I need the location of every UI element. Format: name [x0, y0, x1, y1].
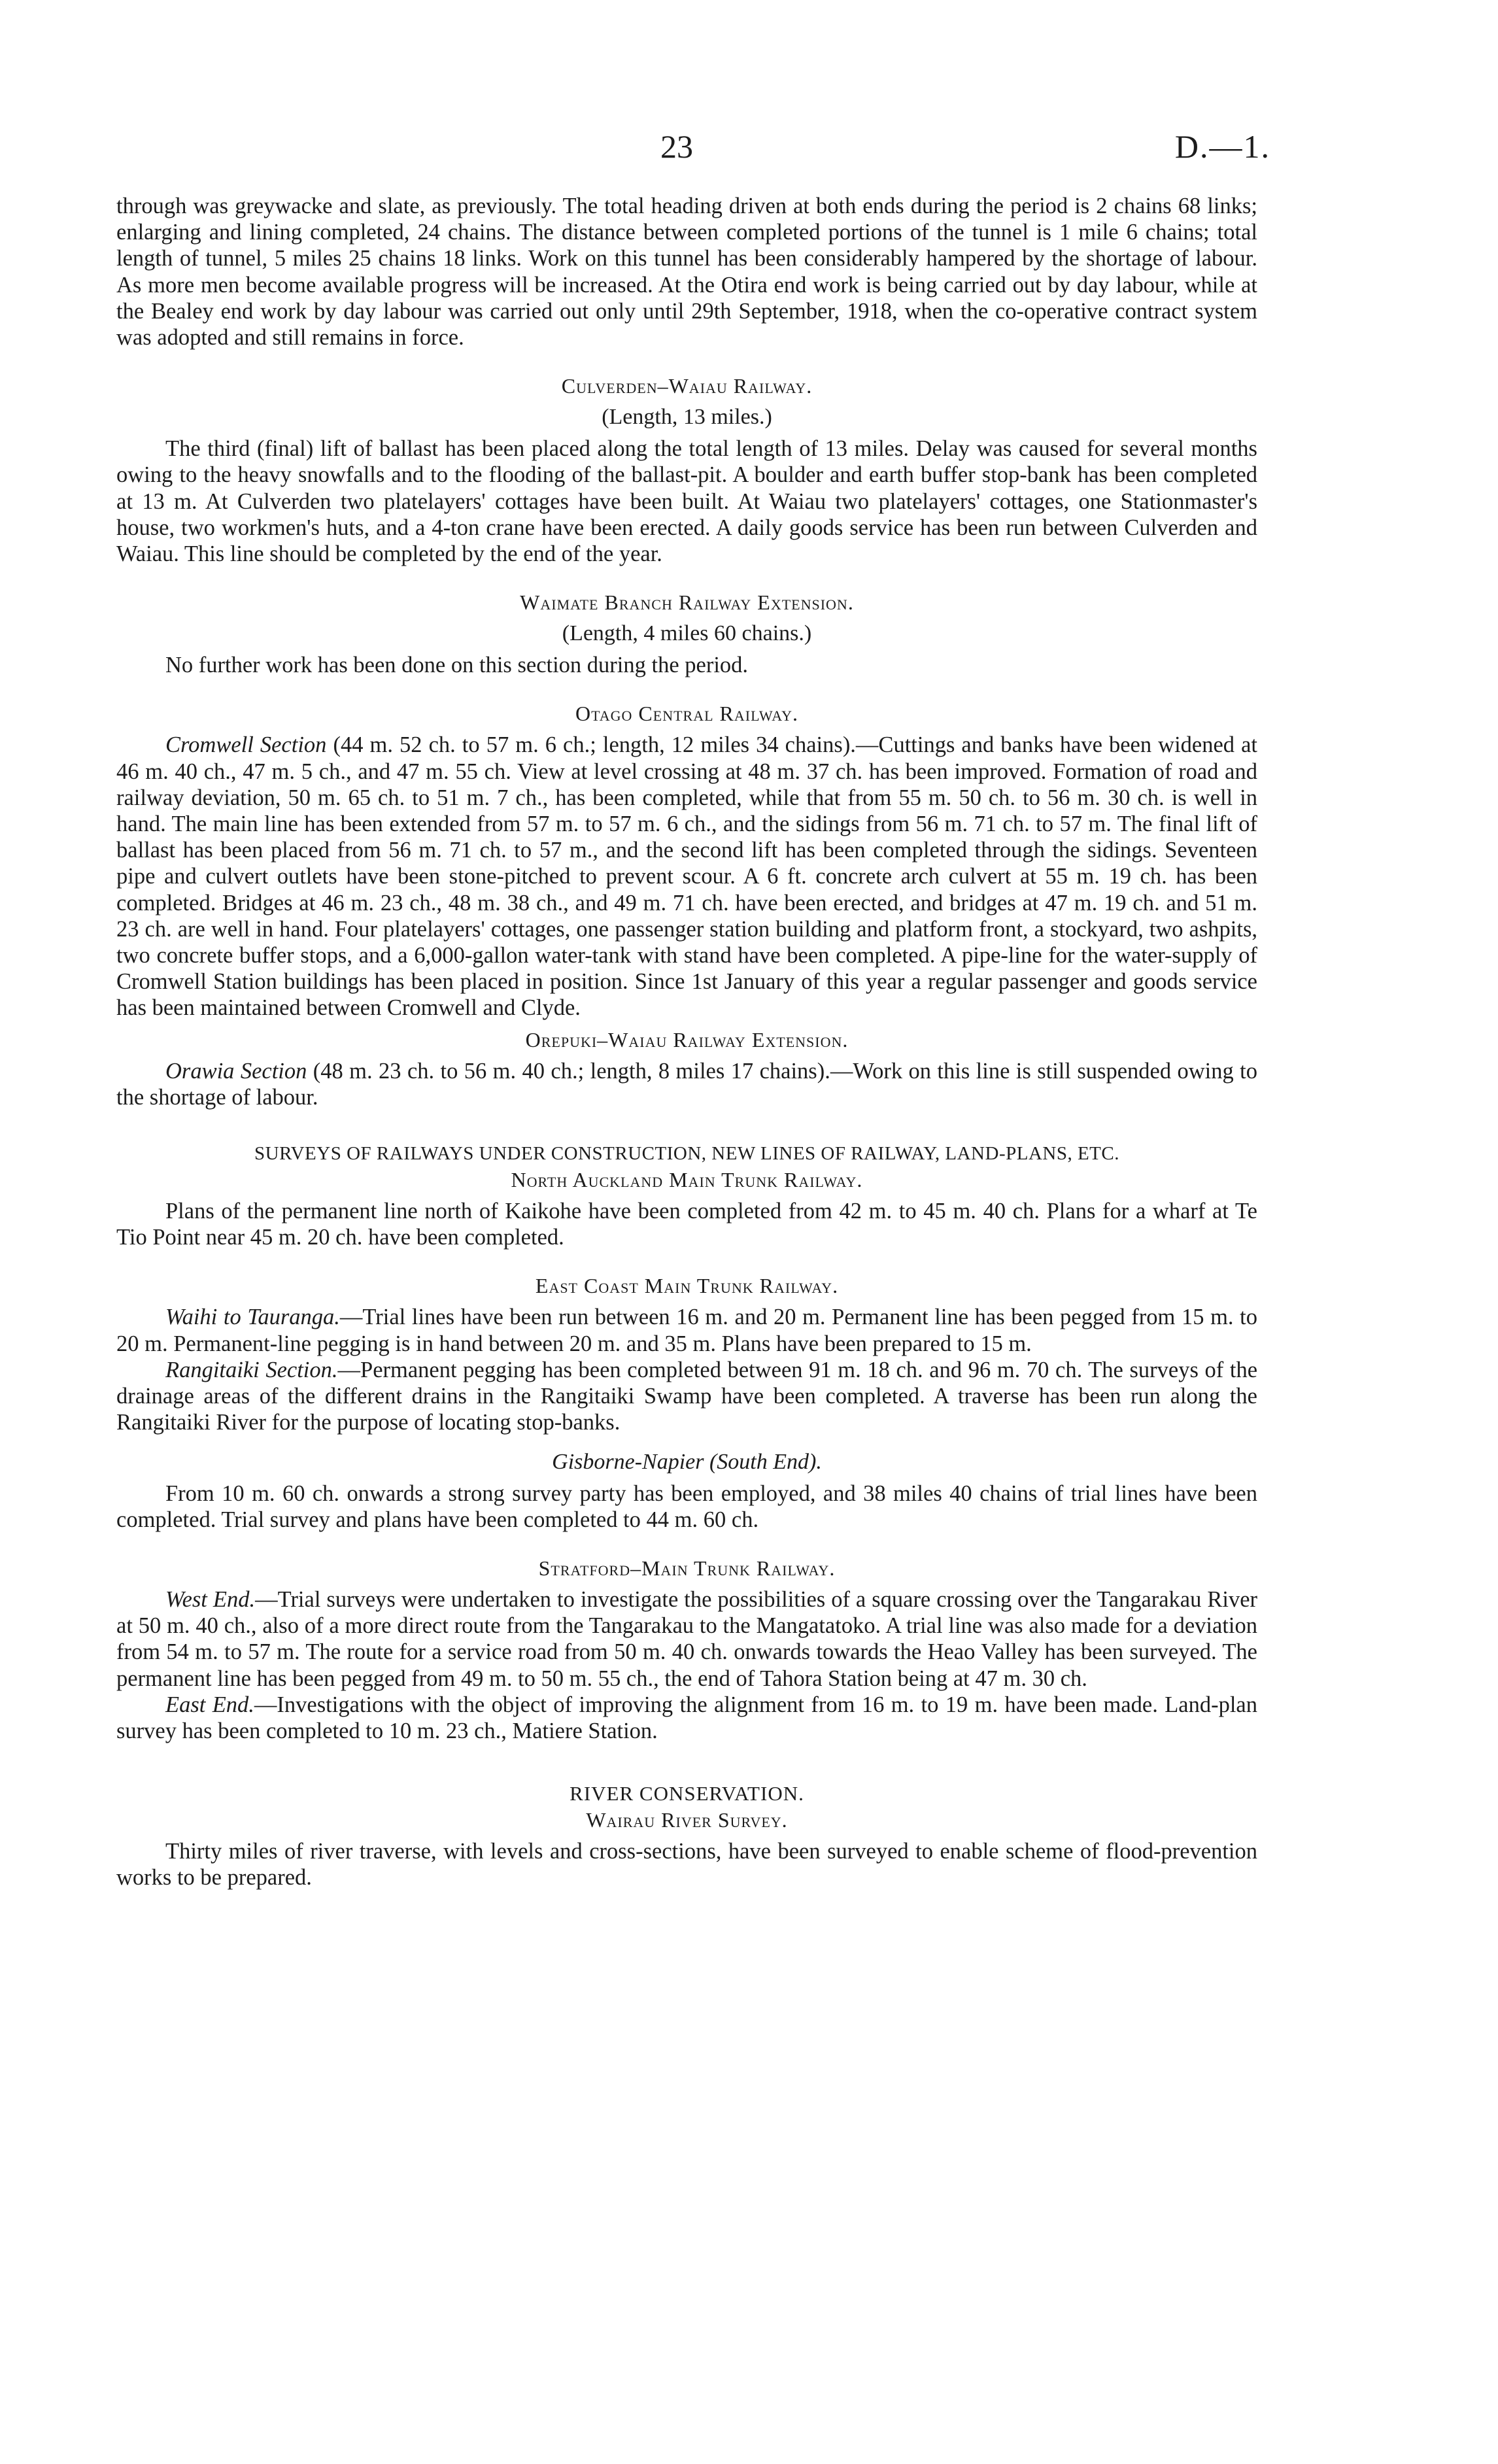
rangitaiki-paragraph [116, 1357, 1257, 1436]
cromwell-section-text: (44 m. 52 ch. to 57 m. 6 ch.; length, 12 miles 34 chains).—Cuttings and banks have been widened at 46 m. 40 ch., 47 m. 5 ch., and 47 m. 55 ch. View at level crossing at 48 m. 37 ch. has been improved. Formation of road and railway deviation, 50 m. 65 ch. to 51 m. 7 ch., has been completed, while that from 55 m. 50 ch. to 56 m. 30 ch. is well in hand. The main line has been extended from 57 m. to 57 m. 6 ch., and the sidings from 56 m. 71 ch. to 57 m. The final lift of ballast has been placed from 56 m. 71 ch. to 57 m., and the second lift has been completed through the sidings. Seventeen pipe and culvert outlets have been stone-pitched to prevent scour. A 6 ft. concrete arch culvert at 55 m. 19 ch. has been completed. Bridges at 46 m. 23 ch., 48 m. 38 ch., and 49 m. 71 ch. have been erected, and bridges at 47 m. 19 ch. and 51 m. 23 ch. are well in hand. Four platelayers' cottages, one passenger station building and platform front, a stockyard, two ashpits, two concrete buffer stops, and a 6,000-gallon water-tank with stand have been completed. A pipe-line for the water-supply of Cromwell Station buildings has been placed in position. Since 1st January of this year a regular passenger and goods service has been maintained between Cromwell and Clyde. [116, 732, 1257, 1021]
waihi-label: Waihi to Tauranga. [165, 1305, 340, 1330]
east-end-label: East End. [165, 1692, 254, 1717]
east-coast-title: East Coast Main Trunk Railway. [535, 1274, 839, 1298]
stratford-title: Stratford–Main Trunk Railway. [538, 1556, 836, 1580]
cromwell-section-label: Cromwell Section [165, 732, 327, 758]
intro-paragraph: through was greywacke and slate, as previously. The total heading driven at both ends during the period is 2 chains 68 links; enlarging and lining completed, 24 chains. The distance between completed portions of the tunnel is 1 mile 6 chains; total length of tunnel, 5 miles 25 chains 18 links. Work on this tunnel has been considerably hampered by the shortage of labour. As more men become available progress will be increased. At the Otira end work is being carried out by day labour, while at the Bealey end work by day labour was carried out only until 29th September, 1918, when the co-operative contract system was adopted and still remains in force. [116, 194, 1257, 351]
page-number: 23 [660, 128, 693, 165]
waihi-text: —Trial lines have been run between 16 m. and 20 m. Permanent line has been pegged from 15 m. to 20 m. Permanent-line pegging is in hand between 20 m. and 35 m. Plans have been prepared to 15 m. [116, 1305, 1257, 1356]
north-auckland-title: North Auckland Main Trunk Railway. [511, 1168, 863, 1192]
west-end-label: West End. [165, 1586, 256, 1612]
orawia-section-text: (48 m. 23 ch. to 56 m. 40 ch.; length, 8 miles 17 chains).—Work on this line is still suspended owing to the shortage of labour. [116, 1058, 1257, 1110]
orawia-section-label: Orawia Section [165, 1058, 307, 1084]
waihi-paragraph [116, 1304, 1257, 1356]
page-content [116, 193, 1257, 1891]
culverden-paragraph: The third (final) lift of ballast has been placed along the total length of 13 miles. Delay was caused for several months owing to the heavy snowfalls and to the flooding of the ballast-pit. A boulder and earth buffer stop-bank has been completed at 13 m. At Culverden two platelayers' cottages have been built. At Waiau two platelayers' cottages, one Stationmaster's house, two workmen's huts, and a 4-ton crane have been erected. A daily goods service has been run between Culverden and Waiau. This line should be completed by the end of the year. [116, 436, 1257, 567]
culverden-title: Culverden–Waiau Railway. [561, 374, 813, 398]
west-end-text: —Trial surveys were undertaken to investigate the possibilities of a square crossing over the Tangarakau River at 50 m. 40 ch., also of a more direct route from the Tangarakau to the Mangatatoko. A trial line was also made for a deviation from 54 m. to 57 m. The route for a service road from 50 m. 40 ch. onwards towards the Heao Valley has been surveyed. The permanent line has been pegged from 49 m. to 50 m. 55 ch., the end of Tahora Station being at 47 m. 30 ch. [116, 1586, 1257, 1691]
orepuki-title: Orepuki–Waiau Railway Extension. [525, 1027, 849, 1052]
waimate-title: Waimate Branch Railway Extension. [520, 590, 854, 615]
east-end-paragraph [116, 1692, 1257, 1744]
rangitaiki-label: Rangitaiki Section. [165, 1357, 338, 1382]
gisborne-paragraph: From 10 m. 60 ch. onwards a strong survey party has been employed, and 38 miles 40 chains of trial lines have been completed. Trial survey and plans have been completed to 44 m. 60 ch. [116, 1480, 1257, 1532]
wairau-title: Wairau River Survey. [586, 1808, 788, 1832]
wairau-paragraph: Thirty miles of river traverse, with levels and cross-sections, have been surveyed to enable scheme of flood-prevention works to be prepared. [116, 1839, 1257, 1891]
gisborne-title: Gisborne-Napier (South End). [552, 1449, 822, 1474]
north-auckland-paragraph: Plans of the permanent line north of Kaikohe have been completed from 42 m. to 45 m. 40 ch. Plans for a wharf at Te Tio Point near 45 m. 20 ch. have been completed. [116, 1199, 1257, 1250]
surveys-heading: SURVEYS OF RAILWAYS UNDER CONSTRUCTION, NEW LINES OF RAILWAY, LAND-PLANS, ETC. [254, 1143, 1119, 1165]
document-reference: D.—1. [1174, 128, 1270, 165]
west-end-paragraph [116, 1586, 1257, 1692]
waimate-length: (Length, 4 miles 60 chains.) [562, 621, 812, 646]
culverden-length: (Length, 13 miles.) [602, 405, 772, 430]
waimate-paragraph: No further work has been done on this section during the period. [165, 653, 749, 678]
otago-paragraph [116, 732, 1257, 1021]
otago-title: Otago Central Railway. [575, 702, 798, 726]
orepuki-paragraph [116, 1058, 1257, 1110]
rangitaiki-text: —Permanent pegging has been completed between 91 m. 18 ch. and 96 m. 70 ch. The surveys of the drainage areas of the different drains in the Rangitaiki Swamp have been completed. A traverse has been run along the Rangitaiki River for the purpose of locating stop-banks. [116, 1357, 1258, 1435]
east-end-text: —Investigations with the object of improving the alignment from 16 m. to 19 m. have been made. Land-plan survey has been completed to 10 m. 23 ch., Matiere Station. [116, 1692, 1257, 1743]
page-header [0, 128, 1498, 173]
river-conservation-heading: RIVER CONSERVATION. [570, 1782, 804, 1805]
